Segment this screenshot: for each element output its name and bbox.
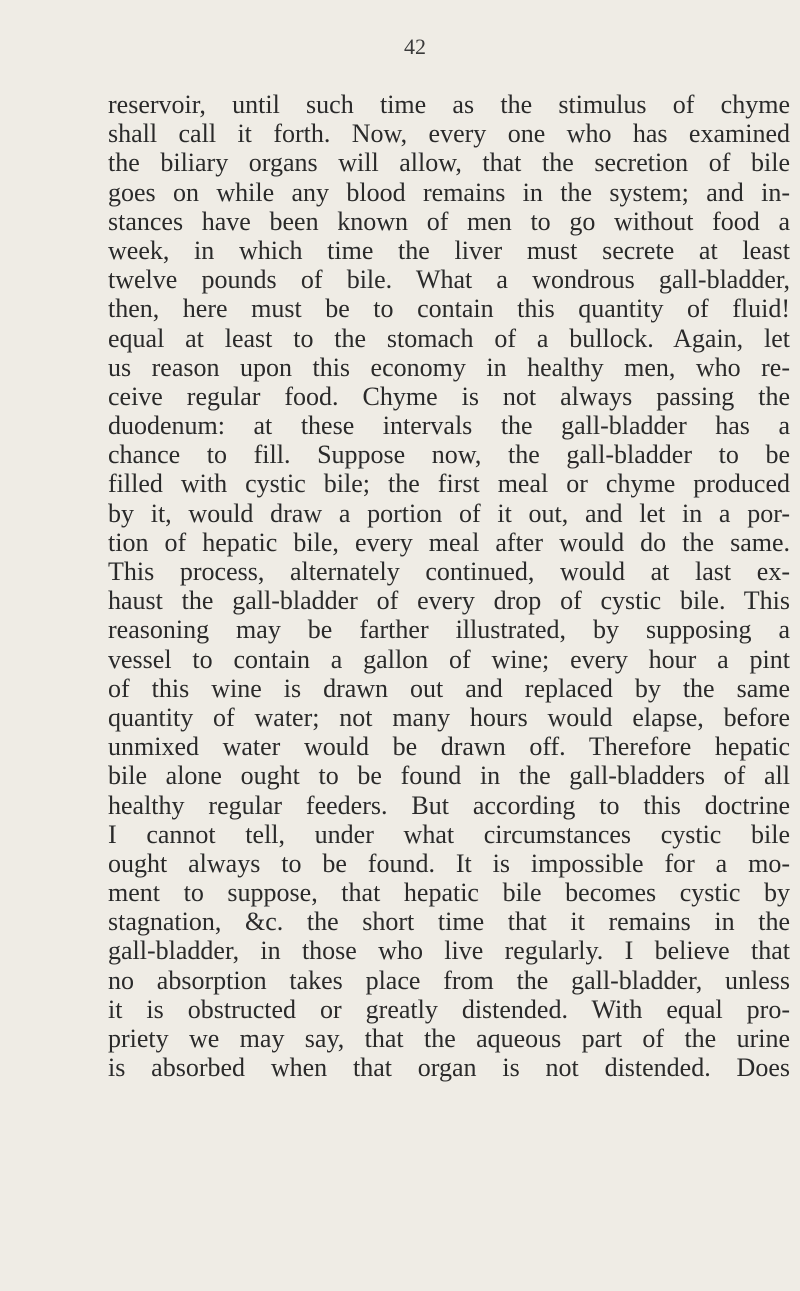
text-line: ment to suppose, that hepatic bile becomes cystic by bbox=[108, 878, 790, 908]
text-line: unmixed water would be drawn off. Therefore hepatic bbox=[108, 732, 790, 762]
text-line: vessel to contain a gallon of wine; every hour a pint bbox=[108, 644, 790, 674]
page-number: 42 bbox=[404, 34, 426, 59]
text-line: of this wine is drawn out and replaced by the same bbox=[108, 673, 790, 703]
text-line: shall call it forth. Now, every one who has examined bbox=[108, 119, 790, 149]
text-line: twelve pounds of bile. What a wondrous gall-bladder, bbox=[108, 265, 790, 295]
text-line: haust the gall-bladder of every drop of cystic bile. This bbox=[108, 586, 790, 616]
text-line: no absorption takes place from the gall-bladder, unless bbox=[108, 965, 790, 995]
text-line: duodenum: at these intervals the gall-bladder has a bbox=[108, 411, 790, 441]
text-line: chance to fill. Suppose now, the gall-bladder to be bbox=[108, 440, 790, 470]
text-line: equal at least to the stomach of a bullock. Again, let bbox=[108, 323, 790, 353]
text-line: ceive regular food. Chyme is not always passing the bbox=[108, 381, 790, 411]
text-line: it is obstructed or greatly distended. With equal pro- bbox=[108, 994, 790, 1024]
text-line: stances have been known of men to go without food a bbox=[108, 206, 790, 236]
text-line: then, here must be to contain this quantity of fluid! bbox=[108, 294, 790, 324]
text-line: I cannot tell, under what circumstances cystic bile bbox=[108, 819, 790, 849]
text-line: reservoir, until such time as the stimulus of chyme bbox=[108, 90, 790, 119]
text-line: us reason upon this economy in healthy men, who re- bbox=[108, 352, 790, 382]
text-line: by it, would draw a portion of it out, and let in a por- bbox=[108, 498, 790, 528]
text-line: filled with cystic bile; the first meal or chyme produced bbox=[108, 469, 790, 499]
text-line: This process, alternately continued, would at last ex- bbox=[108, 557, 790, 586]
text-line: tion of hepatic bile, every meal after would do the same. bbox=[108, 527, 790, 557]
text-line: ought always to be found. It is impossible for a mo- bbox=[108, 848, 790, 878]
text-line: the biliary organs will allow, that the secretion of bile bbox=[108, 148, 790, 178]
body-text bbox=[108, 90, 790, 1082]
text-line: healthy regular feeders. But according to this doctrine bbox=[108, 790, 790, 820]
text-line: quantity of water; not many hours would elapse, before bbox=[108, 702, 790, 732]
text-line: is absorbed when that organ is not distended. Does bbox=[108, 1053, 790, 1083]
text-line: stagnation, &c. the short time that it remains in the bbox=[108, 907, 790, 937]
text-line: week, in which time the liver must secrete at least bbox=[108, 235, 790, 265]
text-line: goes on while any blood remains in the system; and in- bbox=[108, 177, 790, 207]
text-line: gall-bladder, in those who live regularly. I believe that bbox=[108, 936, 790, 966]
text-line: reasoning may be farther illustrated, by supposing a bbox=[108, 615, 790, 645]
text-line: priety we may say, that the aqueous part of the urine bbox=[108, 1024, 790, 1053]
text-line: bile alone ought to be found in the gall-bladders of all bbox=[108, 761, 790, 791]
